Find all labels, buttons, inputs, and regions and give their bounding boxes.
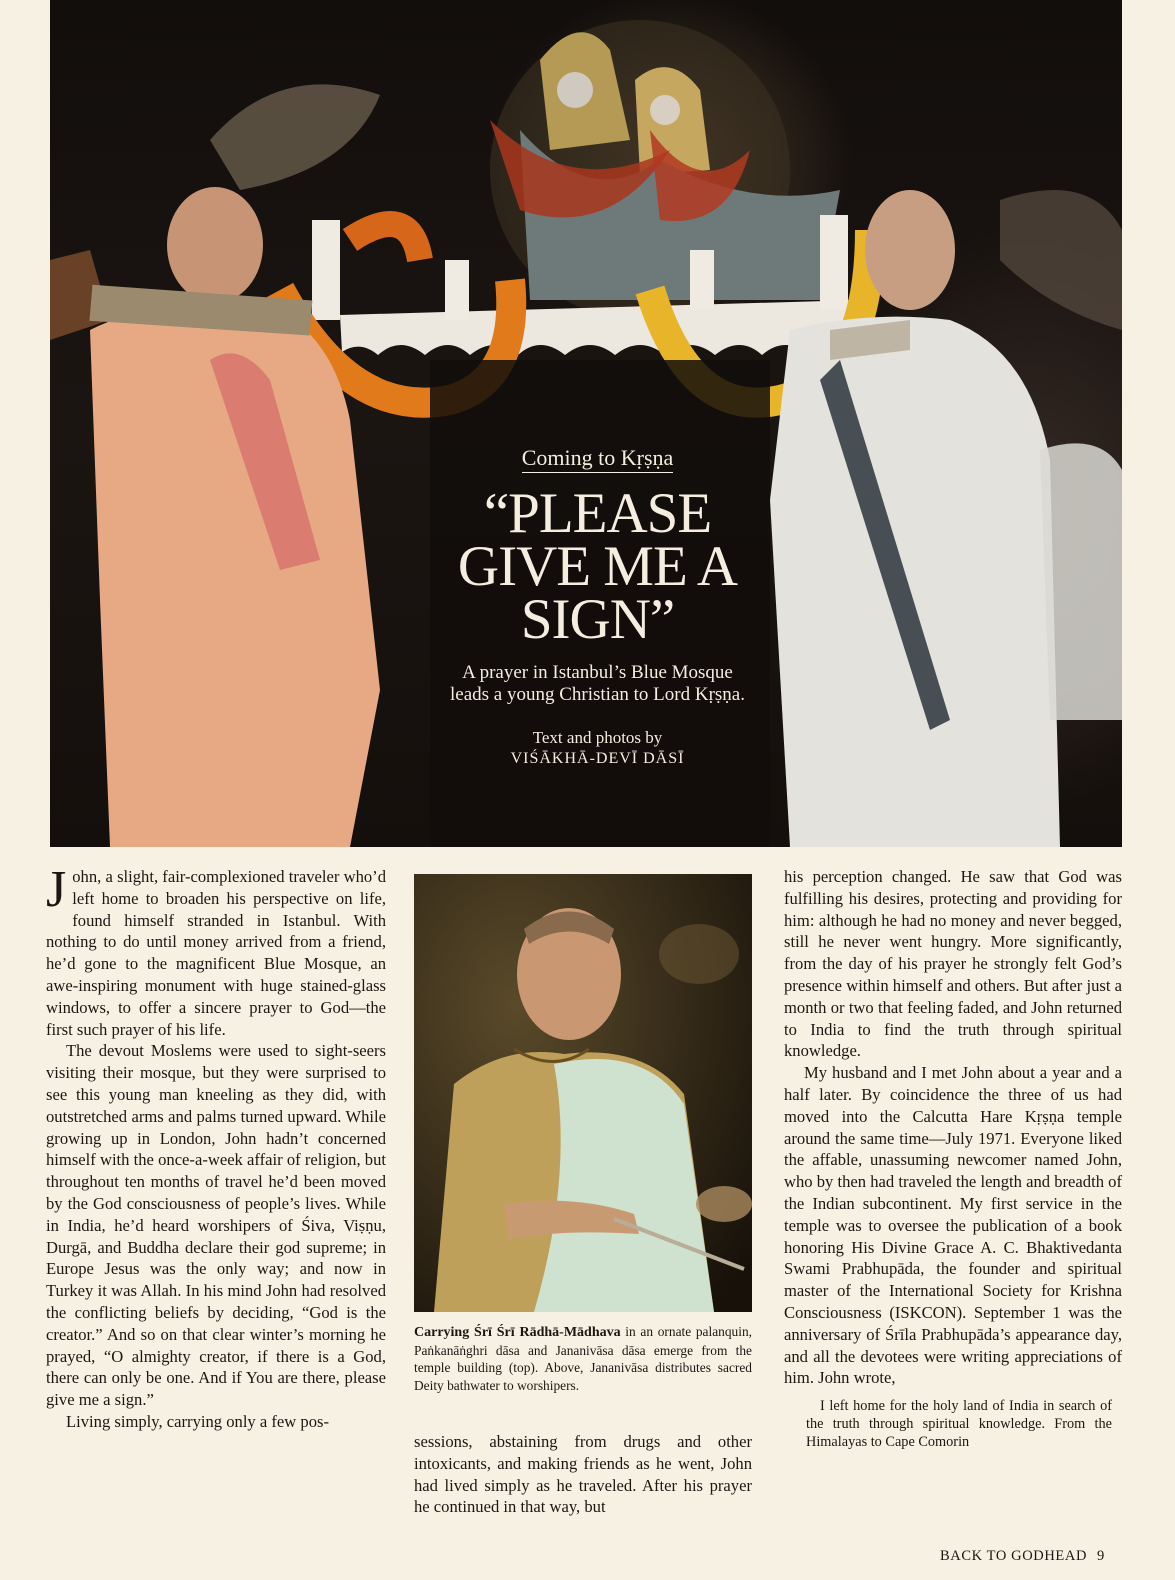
caption-text: in an ornate palanquin, Paṅkanāṅghri dāsa and Jananivāsa dāsa emerge from the temple building (top). Above, Jananivāsa distributes sacred Deity bathwater to worshipers. [414, 1324, 753, 1393]
magazine-name: BACK TO GODHEAD [940, 1548, 1088, 1564]
paragraph-text: ohn, a slight, fair-complexioned traveler who’d left home to broaden his perspective on life, found himself stranded in Istanbul. With nothing to do until money arrived from a friend, he’d gone to the magnificent Blue Mosque, an awe-inspiring monument with huge stained-glass windows, to offer a sincere prayer to God—the first such prayer of his life. [46, 867, 386, 1039]
paragraph [46, 861, 386, 1040]
title-block [450, 445, 745, 770]
photo-caption [414, 1323, 752, 1394]
page-number: 9 [1097, 1548, 1105, 1564]
paragraph: sessions, abstaining from drugs and other intoxicants, and making friends as he went, John had lived simply as he traveled. After his prayer he continued in that way, but [414, 1432, 752, 1517]
paragraph: The devout Moslems were used to sight-seers visiting their mosque, but they were surprised to see this young man kneeling as they did, with outstretched arms and palms turned upward. While growing up in London, John hadn’t concerned himself with the once-a-week affair of religion, but throughout ten months of travel he’d been moved by the God consciousness of people’s lives. While in India, he’d heard worshipers of Śiva, Viṣṇu, Durgā, and Buddha declare their god supreme; in Europe Jesus was the only way; and now in Turkey it was Allah. In his mind John had resolved the conflicting beliefs by deciding, “God is the creator.” And so on that clear winter’s morning he prayed, “O almighty creator, if there is a God, there can only be one. And if You are there, please give me a sign.” [46, 1041, 386, 1410]
department-kicker: Coming to Kṛṣṇa [522, 445, 674, 473]
article-column-1 [46, 861, 386, 1433]
byline-label: Text and photos by [532, 728, 663, 747]
byline-author: VIŚĀKHĀ-DEVĪ DĀSĪ [510, 750, 685, 767]
article-column-2 [414, 1431, 752, 1518]
paragraph: his perception changed. He saw that God was fulfilling his desires, protecting and providing for him: although he had no money and never begged, still he never went hungry. More significantly, from the day of his prayer he strongly felt God’s presence within himself and others. But after just a month or two that feeling faded, and John returned to India to find the truth through spiritual knowledge. [784, 867, 1122, 1061]
drop-cap: J [46, 861, 67, 918]
inset-photo [414, 874, 752, 1312]
page-footer [940, 1548, 1120, 1565]
block-quote: I left home for the holy land of India in search of the truth through spiritual knowledge. From the Himalayas to Cape Comorin [806, 1398, 1112, 1451]
caption-lead: Carrying Śrī Śrī Rādhā-Mādhava [414, 1325, 621, 1340]
paragraph: My husband and I met John about a year and a half later. By coincidence the three of us had moved into the Calcutta Hare Kṛṣṇa temple around the same time—July 1971. Everyone liked the affable, unassuming newcomer named John, who by then had traveled the length and breadth of the Indian subcontinent. My first service in the temple was to oversee the publication of a book honoring His Divine Grace A. C. Bhaktivedanta Swami Prabhupāda, the founder and spiritual master of the International Society for Krishna Consciousness (ISKCON). September 1 was the anniversary of Śrīla Prabhupāda’s appearance day, and all the devotees were writing appreciations of him. John wrote, [784, 1063, 1122, 1388]
headline: “PLEASE GIVE ME A SIGN” [457, 482, 738, 651]
article-column-3 [784, 866, 1122, 1451]
deck-text: A prayer in Istanbul’s Blue Mosque leads a young Christian to Lord Kṛṣṇa. [450, 662, 745, 705]
hero-photo [50, 0, 1122, 847]
paragraph: Living simply, carrying only a few pos- [66, 1411, 329, 1431]
devotee-distributing-water-illustration [414, 874, 752, 1312]
